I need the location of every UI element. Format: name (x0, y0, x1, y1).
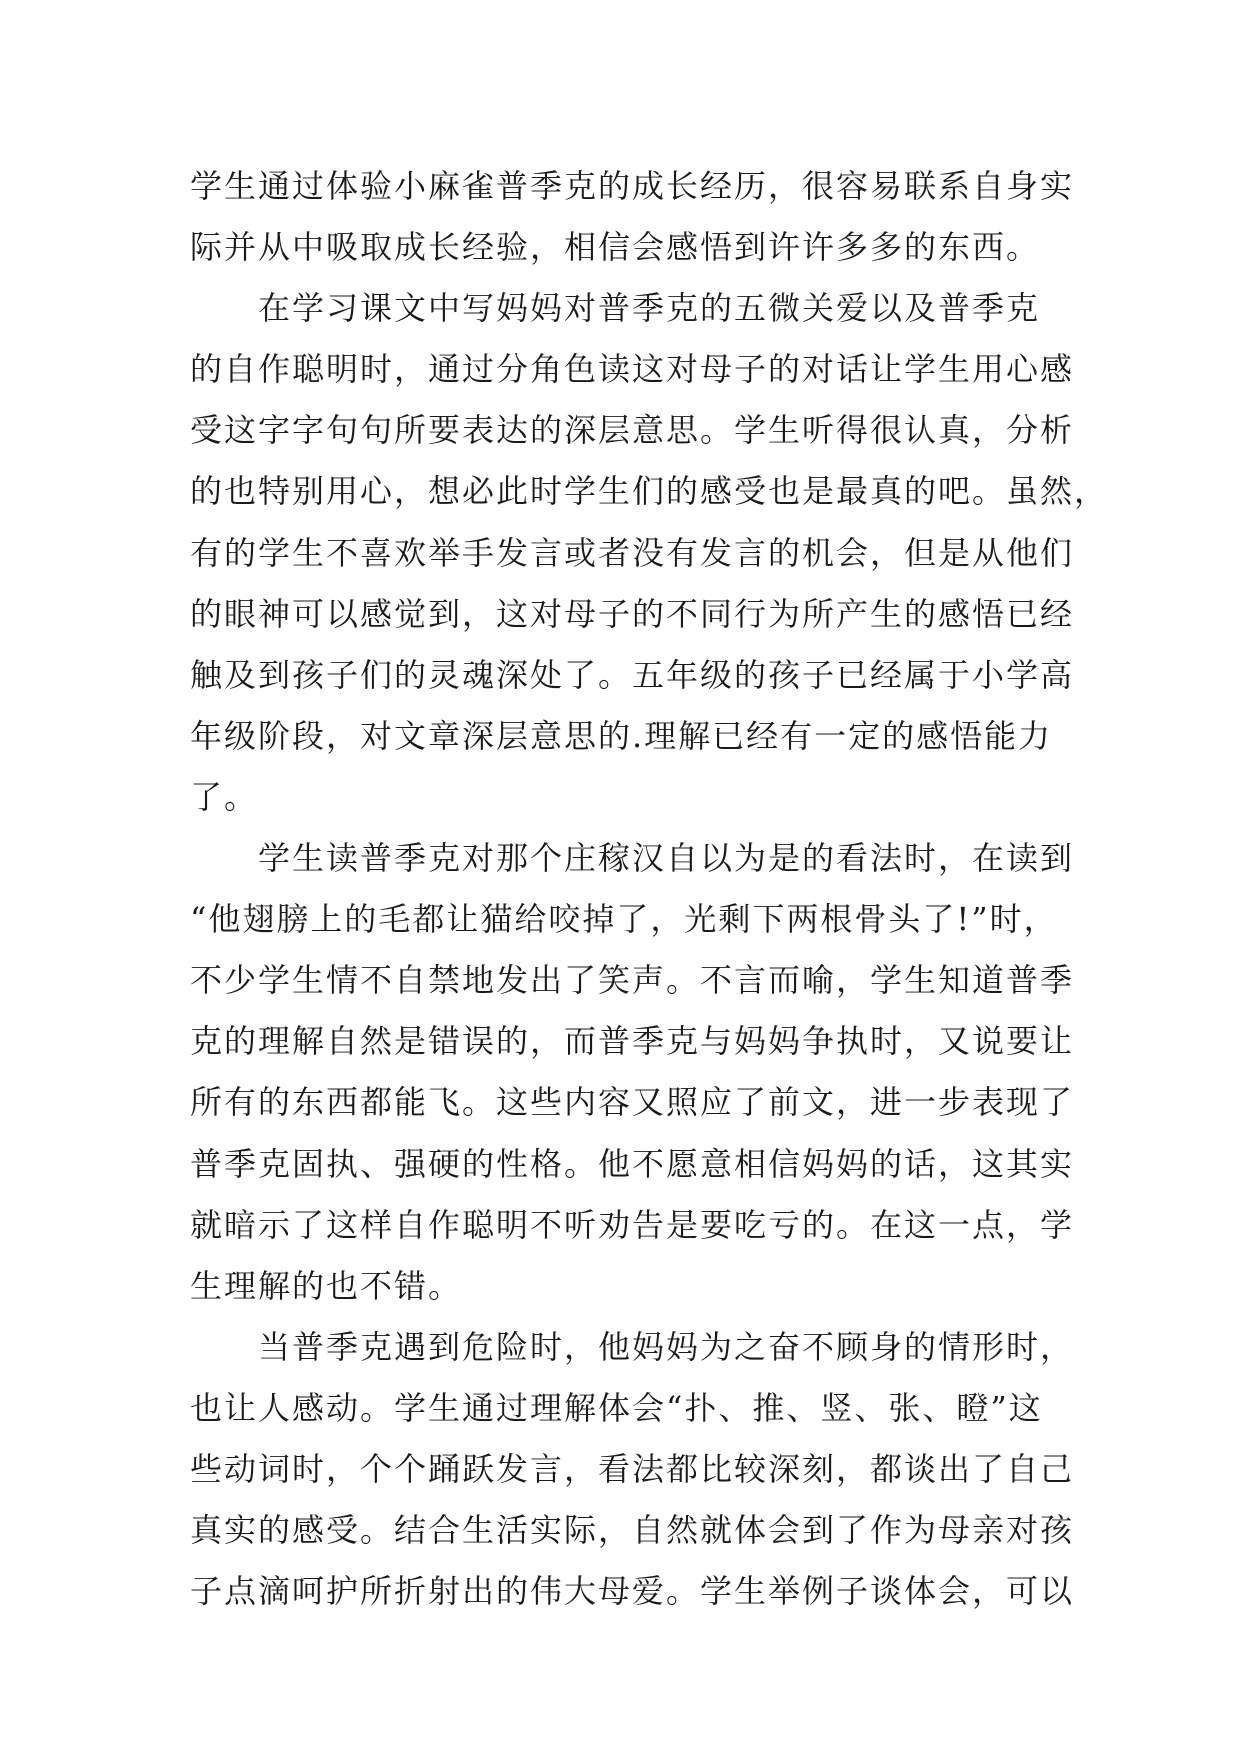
text-line: 触及到孩子们的灵魂深处了。五年级的孩子已经属于小学高 (190, 655, 1075, 694)
text-line: 子点滴呵护所折射出的伟大母爱。学生举例子谈体会，可以 (190, 1572, 1075, 1611)
text-line: 所有的东西都能飞。这些内容又照应了前文，进一步表现了 (190, 1083, 1075, 1122)
text-line: 克的理解自然是错误的，而普季克与妈妈争执时，又说要让 (190, 1022, 1075, 1061)
text-line: 就暗示了这样自作聪明不听劝告是要吃亏的。在这一点，学 (190, 1205, 1075, 1244)
text-line: 不少学生情不自禁地发出了笑声。不言而喻，学生知道普季 (190, 961, 1075, 1000)
text-line: 了。 (190, 777, 259, 816)
text-line: 真实的感受。结合生活实际，自然就体会到了作为母亲对孩 (190, 1511, 1075, 1550)
text-line: 际并从中吸取成长经验，相信会感悟到许许多多的东西。 (190, 228, 1041, 267)
text-line: 生理解的也不错。 (190, 1266, 463, 1305)
document-body (190, 156, 1109, 1622)
text-line: 受这字字句句所要表达的深层意思。学生听得很认真，分析 (190, 411, 1075, 450)
text-line: 的也特别用心，想必此时学生们的感受也是最真的吧。虽然， (190, 472, 1109, 511)
text-line: 学生读普季克对那个庄稼汉自以为是的看法时，在读到 (258, 839, 1075, 878)
text-line: “他翅膀上的毛都让猫给咬掉了，光剩下两根骨头了!”时， (190, 900, 1058, 939)
text-line: 当普季克遇到危险时，他妈妈为之奋不顾身的情形时， (258, 1327, 1075, 1366)
text-line: 年级阶段，对文章深层意思的.理解已经有一定的感悟能力 (190, 716, 1053, 755)
text-line: 的自作聪明时，通过分角色读这对母子的对话让学生用心感 (190, 350, 1075, 389)
text-line: 在学习课文中写妈妈对普季克的五微关爱以及普季克 (258, 289, 1041, 328)
text-line: 有的学生不喜欢举手发言或者没有发言的机会，但是从他们 (190, 533, 1075, 572)
text-line: 学生通过体验小麻雀普季克的成长经历，很容易联系自身实 (190, 167, 1075, 205)
text-line: 也让人感动。学生通过理解体会“扑、推、竖、张、瞪”这 (190, 1388, 1043, 1427)
text-line: 的眼神可以感觉到，这对母子的不同行为所产生的感悟已经 (190, 594, 1075, 633)
text-line: 些动词时，个个踊跃发言，看法都比较深刻，都谈出了自己 (190, 1449, 1075, 1488)
text-line: 普季克固执、强硬的性格。他不愿意相信妈妈的话，这其实 (190, 1144, 1075, 1183)
